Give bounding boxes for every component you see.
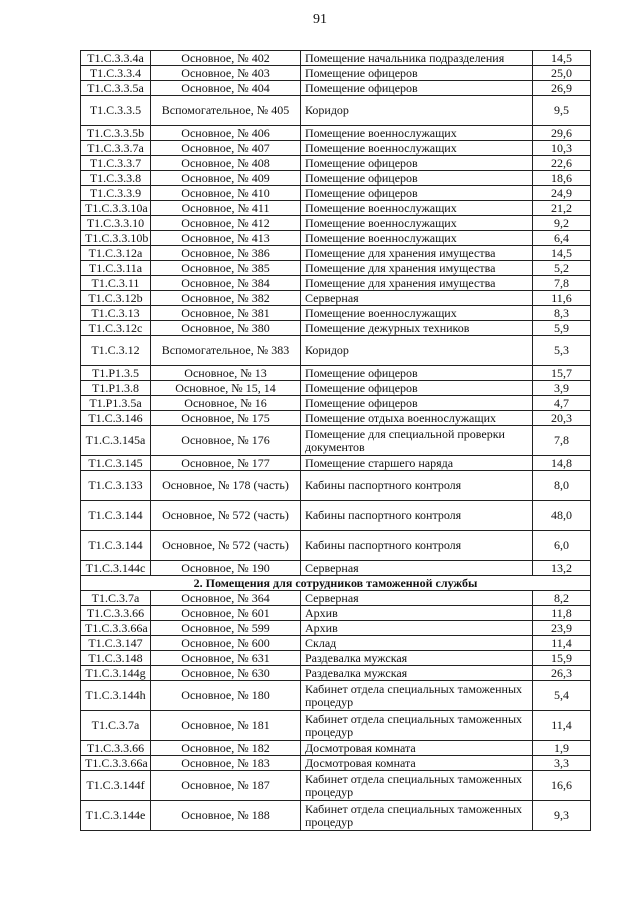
cell-room-number: Основное, № 408	[151, 156, 301, 171]
cell-room-name: Кабины паспортного контроля	[301, 531, 533, 561]
cell-room-name: Помещение военнослужащих	[301, 231, 533, 246]
cell-room-name: Помещение для хранения имущества	[301, 261, 533, 276]
cell-code: T1.C.3.11a	[81, 261, 151, 276]
cell-room-name: Помещение военнослужащих	[301, 126, 533, 141]
table-row	[81, 336, 591, 366]
cell-code: T1.C.3.133	[81, 471, 151, 501]
cell-room-number: Основное, № 382	[151, 291, 301, 306]
cell-code: T1.C.3.7a	[81, 591, 151, 606]
table-row	[81, 66, 591, 81]
cell-room-name: Помещение офицеров	[301, 81, 533, 96]
cell-area: 48,0	[533, 501, 591, 531]
cell-area: 6,0	[533, 531, 591, 561]
cell-room-number: Основное, № 413	[151, 231, 301, 246]
cell-room-name: Склад	[301, 636, 533, 651]
cell-room-number: Основное, № 183	[151, 756, 301, 771]
cell-room-name: Помещение офицеров	[301, 381, 533, 396]
premises-table-body	[81, 51, 591, 576]
table-row	[81, 741, 591, 756]
cell-code: T1.C.3.3.10b	[81, 231, 151, 246]
table-row	[81, 681, 591, 711]
cell-code: T1.C.3.3.10a	[81, 201, 151, 216]
cell-room-number: Основное, № 16	[151, 396, 301, 411]
cell-room-name: Помещение для хранения имущества	[301, 276, 533, 291]
cell-code: T1.C.3.146	[81, 411, 151, 426]
cell-room-name: Помещение офицеров	[301, 171, 533, 186]
cell-room-number: Основное, № 572 (часть)	[151, 501, 301, 531]
cell-room-number: Основное, № 600	[151, 636, 301, 651]
cell-code: T1.C.3.144h	[81, 681, 151, 711]
table-row	[81, 501, 591, 531]
cell-room-name: Помещение военнослужащих	[301, 306, 533, 321]
cell-area: 25,0	[533, 66, 591, 81]
table-row	[81, 381, 591, 396]
cell-area: 10,3	[533, 141, 591, 156]
cell-room-name: Серверная	[301, 591, 533, 606]
cell-room-name: Кабинет отдела специальных таможенных процедур	[301, 771, 533, 801]
cell-code: T1.P1.3.8	[81, 381, 151, 396]
table-row	[81, 291, 591, 306]
cell-area: 18,6	[533, 171, 591, 186]
cell-code: T1.C.3.3.10	[81, 216, 151, 231]
cell-room-name: Кабины паспортного контроля	[301, 471, 533, 501]
cell-code: T1.C.3.144	[81, 501, 151, 531]
cell-room-number: Основное, № 406	[151, 126, 301, 141]
cell-room-name: Архив	[301, 606, 533, 621]
cell-room-name: Раздевалка мужская	[301, 666, 533, 681]
cell-room-number: Основное, № 631	[151, 651, 301, 666]
cell-area: 7,8	[533, 276, 591, 291]
cell-room-number: Основное, № 188	[151, 801, 301, 831]
cell-room-number: Основное, № 385	[151, 261, 301, 276]
cell-code: T1.C.3.144g	[81, 666, 151, 681]
cell-area: 15,7	[533, 366, 591, 381]
cell-area: 14,8	[533, 456, 591, 471]
table-row	[81, 561, 591, 576]
cell-room-number: Основное, № 364	[151, 591, 301, 606]
cell-room-name: Коридор	[301, 96, 533, 126]
table-row	[81, 396, 591, 411]
cell-code: T1.C.3.3.7	[81, 156, 151, 171]
table-row	[81, 636, 591, 651]
cell-room-number: Основное, № 411	[151, 201, 301, 216]
cell-area: 24,9	[533, 186, 591, 201]
cell-room-name: Досмотровая комната	[301, 756, 533, 771]
premises-table	[80, 50, 591, 831]
cell-area: 14,5	[533, 51, 591, 66]
cell-room-number: Основное, № 403	[151, 66, 301, 81]
cell-room-name: Помещение для специальной проверки документов	[301, 426, 533, 456]
cell-code: T1.C.3.11	[81, 276, 151, 291]
cell-room-name: Помещение старшего наряда	[301, 456, 533, 471]
table-row	[81, 231, 591, 246]
cell-room-number: Основное, № 572 (часть)	[151, 531, 301, 561]
table-row	[81, 666, 591, 681]
table-row	[81, 306, 591, 321]
table-row	[81, 246, 591, 261]
table-row	[81, 276, 591, 291]
cell-room-name: Помещение для хранения имущества	[301, 246, 533, 261]
customs-premises-table-body	[81, 591, 591, 831]
cell-code: T1.C.3.3.7a	[81, 141, 151, 156]
cell-code: T1.C.3.12c	[81, 321, 151, 336]
cell-area: 20,3	[533, 411, 591, 426]
cell-room-name: Помещение офицеров	[301, 156, 533, 171]
cell-room-name: Серверная	[301, 561, 533, 576]
cell-room-name: Помещение начальника подразделения	[301, 51, 533, 66]
cell-room-name: Кабинет отдела специальных таможенных процедур	[301, 801, 533, 831]
cell-room-name: Серверная	[301, 291, 533, 306]
cell-code: T1.C.3.144	[81, 531, 151, 561]
cell-room-name: Помещение отдыха военнослужащих	[301, 411, 533, 426]
cell-room-number: Основное, № 180	[151, 681, 301, 711]
cell-room-name: Архив	[301, 621, 533, 636]
cell-room-number: Основное, № 601	[151, 606, 301, 621]
cell-code: T1.C.3.145	[81, 456, 151, 471]
cell-room-number: Основное, № 175	[151, 411, 301, 426]
cell-area: 23,9	[533, 621, 591, 636]
cell-code: T1.C.3.3.66a	[81, 621, 151, 636]
table-row	[81, 651, 591, 666]
cell-room-number: Основное, № 630	[151, 666, 301, 681]
cell-code: T1.C.3.3.5b	[81, 126, 151, 141]
cell-room-name: Помещение военнослужащих	[301, 141, 533, 156]
cell-code: T1.C.3.3.66	[81, 606, 151, 621]
cell-room-number: Основное, № 384	[151, 276, 301, 291]
cell-room-number: Основное, № 407	[151, 141, 301, 156]
cell-room-number: Основное, № 13	[151, 366, 301, 381]
cell-area: 7,8	[533, 426, 591, 456]
table-row	[81, 771, 591, 801]
cell-room-number: Основное, № 402	[151, 51, 301, 66]
cell-area: 26,9	[533, 81, 591, 96]
cell-code: T1.C.3.3.8	[81, 171, 151, 186]
cell-area: 11,4	[533, 636, 591, 651]
cell-area: 21,2	[533, 201, 591, 216]
table-row	[81, 51, 591, 66]
cell-code: T1.C.3.12b	[81, 291, 151, 306]
cell-room-name: Раздевалка мужская	[301, 651, 533, 666]
cell-area: 1,9	[533, 741, 591, 756]
cell-area: 9,2	[533, 216, 591, 231]
table-row	[81, 711, 591, 741]
cell-code: T1.C.3.12a	[81, 246, 151, 261]
cell-room-number: Основное, № 599	[151, 621, 301, 636]
page-number: 91	[313, 12, 327, 27]
table-row	[81, 81, 591, 96]
cell-code: T1.C.3.3.5a	[81, 81, 151, 96]
section-title: 2. Помещения для сотрудников таможенной службы	[81, 576, 591, 591]
cell-room-number: Основное, № 404	[151, 81, 301, 96]
table-row	[81, 216, 591, 231]
table-row	[81, 141, 591, 156]
cell-area: 15,9	[533, 651, 591, 666]
table-row	[81, 591, 591, 606]
table-row	[81, 531, 591, 561]
section-header-row-group	[81, 576, 591, 591]
table-row	[81, 201, 591, 216]
cell-code: T1.C.3.13	[81, 306, 151, 321]
cell-area: 26,3	[533, 666, 591, 681]
cell-code: T1.C.3.3.66	[81, 741, 151, 756]
cell-room-name: Кабинет отдела специальных таможенных процедур	[301, 681, 533, 711]
cell-room-number: Вспомогательное, № 383	[151, 336, 301, 366]
cell-room-name: Помещение офицеров	[301, 366, 533, 381]
cell-code: T1.P1.3.5	[81, 366, 151, 381]
cell-code: T1.C.3.144c	[81, 561, 151, 576]
cell-area: 3,3	[533, 756, 591, 771]
cell-area: 11,8	[533, 606, 591, 621]
cell-area: 11,4	[533, 711, 591, 741]
cell-area: 5,3	[533, 336, 591, 366]
cell-area: 5,2	[533, 261, 591, 276]
cell-area: 13,2	[533, 561, 591, 576]
cell-room-number: Вспомогательное, № 405	[151, 96, 301, 126]
cell-room-number: Основное, № 15, 14	[151, 381, 301, 396]
cell-code: T1.C.3.7a	[81, 711, 151, 741]
cell-area: 5,9	[533, 321, 591, 336]
cell-area: 29,6	[533, 126, 591, 141]
cell-room-name: Коридор	[301, 336, 533, 366]
table-row	[81, 801, 591, 831]
cell-area: 5,4	[533, 681, 591, 711]
cell-code: T1.C.3.12	[81, 336, 151, 366]
cell-room-number: Основное, № 177	[151, 456, 301, 471]
cell-code: T1.C.3.144f	[81, 771, 151, 801]
table-row	[81, 426, 591, 456]
cell-code: T1.P1.3.5a	[81, 396, 151, 411]
table-row	[81, 156, 591, 171]
cell-code: T1.C.3.144e	[81, 801, 151, 831]
cell-room-number: Основное, № 412	[151, 216, 301, 231]
cell-area: 8,0	[533, 471, 591, 501]
cell-room-name: Кабины паспортного контроля	[301, 501, 533, 531]
cell-area: 8,3	[533, 306, 591, 321]
table-row	[81, 756, 591, 771]
table-row	[81, 621, 591, 636]
cell-room-number: Основное, № 182	[151, 741, 301, 756]
table-row	[81, 456, 591, 471]
cell-code: T1.C.3.147	[81, 636, 151, 651]
table-row	[81, 126, 591, 141]
cell-area: 11,6	[533, 291, 591, 306]
cell-room-number: Основное, № 381	[151, 306, 301, 321]
cell-area: 8,2	[533, 591, 591, 606]
section-header-row	[81, 576, 591, 591]
cell-code: T1.C.3.145a	[81, 426, 151, 456]
table-row	[81, 261, 591, 276]
table-row	[81, 96, 591, 126]
cell-room-number: Основное, № 190	[151, 561, 301, 576]
cell-area: 22,6	[533, 156, 591, 171]
cell-code: T1.C.3.3.5	[81, 96, 151, 126]
cell-room-name: Помещение офицеров	[301, 66, 533, 81]
cell-code: T1.C.3.148	[81, 651, 151, 666]
cell-room-number: Основное, № 181	[151, 711, 301, 741]
cell-area: 6,4	[533, 231, 591, 246]
cell-code: T1.C.3.3.4a	[81, 51, 151, 66]
cell-area: 4,7	[533, 396, 591, 411]
cell-room-number: Основное, № 187	[151, 771, 301, 801]
table-row	[81, 366, 591, 381]
cell-room-name: Кабинет отдела специальных таможенных процедур	[301, 711, 533, 741]
cell-room-name: Помещение офицеров	[301, 186, 533, 201]
cell-room-name: Помещение военнослужащих	[301, 216, 533, 231]
table-row	[81, 606, 591, 621]
cell-area: 3,9	[533, 381, 591, 396]
cell-room-number: Основное, № 380	[151, 321, 301, 336]
cell-room-number: Основное, № 176	[151, 426, 301, 456]
cell-area: 14,5	[533, 246, 591, 261]
table-row	[81, 411, 591, 426]
table-row	[81, 186, 591, 201]
cell-area: 16,6	[533, 771, 591, 801]
cell-room-name: Помещение дежурных техников	[301, 321, 533, 336]
cell-area: 9,5	[533, 96, 591, 126]
cell-room-name: Помещение офицеров	[301, 396, 533, 411]
cell-room-name: Помещение военнослужащих	[301, 201, 533, 216]
table-row	[81, 321, 591, 336]
cell-room-name: Досмотровая комната	[301, 741, 533, 756]
cell-room-number: Основное, № 409	[151, 171, 301, 186]
cell-code: T1.C.3.3.9	[81, 186, 151, 201]
cell-code: T1.C.3.3.66a	[81, 756, 151, 771]
table-row	[81, 171, 591, 186]
table-row	[81, 471, 591, 501]
cell-room-number: Основное, № 410	[151, 186, 301, 201]
cell-room-number: Основное, № 178 (часть)	[151, 471, 301, 501]
cell-area: 9,3	[533, 801, 591, 831]
cell-room-number: Основное, № 386	[151, 246, 301, 261]
cell-code: T1.C.3.3.4	[81, 66, 151, 81]
